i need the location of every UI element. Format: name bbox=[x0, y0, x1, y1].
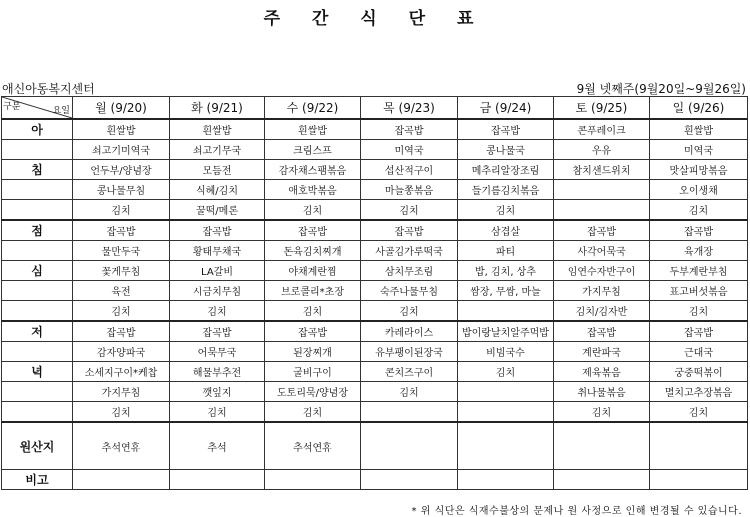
menu-cell: 황태무채국 bbox=[170, 241, 265, 261]
day-header: 일 (9/26) bbox=[650, 97, 748, 120]
origin-cell: 추석연휴 bbox=[265, 422, 361, 470]
menu-cell: 소세지구이*케찹 bbox=[73, 362, 170, 382]
menu-cell: LA갈비 bbox=[170, 261, 265, 281]
menu-cell: 브로콜리*초장 bbox=[265, 281, 361, 301]
menu-cell bbox=[361, 402, 458, 423]
origin-cell bbox=[650, 422, 748, 470]
menu-cell: 꿀떡/메론 bbox=[170, 200, 265, 221]
meal-row bbox=[2, 119, 748, 140]
menu-cell: 흰쌀밥 bbox=[73, 119, 170, 140]
day-header: 화 (9/21) bbox=[170, 97, 265, 120]
meal-row bbox=[2, 301, 748, 322]
menu-cell: 콘치즈구이 bbox=[361, 362, 458, 382]
menu-cell: 언두부/양념장 bbox=[73, 160, 170, 180]
menu-cell: 마늘쫑볶음 bbox=[361, 180, 458, 200]
menu-cell: 잡곡밥 bbox=[265, 321, 361, 342]
origin-cell: 추석연휴 bbox=[73, 422, 170, 470]
menu-cell: 감자양파국 bbox=[73, 342, 170, 362]
meal-row bbox=[2, 402, 748, 423]
menu-cell: 크림스프 bbox=[265, 140, 361, 160]
header-gubun: 구분 bbox=[3, 102, 21, 112]
remark-cell bbox=[170, 470, 265, 490]
menu-cell: 깻잎지 bbox=[170, 382, 265, 402]
menu-cell: 잡곡밥 bbox=[170, 321, 265, 342]
menu-cell bbox=[458, 382, 554, 402]
menu-table bbox=[1, 96, 748, 490]
meal-body bbox=[2, 119, 748, 422]
footnote: * 위 식단은 식재수불상의 문제나 원 사정으로 인해 변경될 수 있습니다. bbox=[411, 506, 742, 517]
menu-cell: 밥이랑날치알주먹밥 bbox=[458, 321, 554, 342]
menu-cell: 잡곡밥 bbox=[73, 321, 170, 342]
menu-cell bbox=[458, 402, 554, 423]
menu-cell: 파티 bbox=[458, 241, 554, 261]
meal-label bbox=[2, 342, 73, 362]
day-header: 목 (9/23) bbox=[361, 97, 458, 120]
meal-row bbox=[2, 382, 748, 402]
menu-cell: 근대국 bbox=[650, 342, 748, 362]
menu-cell: 육개장 bbox=[650, 241, 748, 261]
menu-cell: 잡곡밥 bbox=[265, 220, 361, 241]
menu-cell: 멸치고추장볶음 bbox=[650, 382, 748, 402]
menu-cell: 밥, 김치, 상추 bbox=[458, 261, 554, 281]
menu-cell: 쌈장, 무쌈, 마늘 bbox=[458, 281, 554, 301]
menu-cell: 감자채스팸볶음 bbox=[265, 160, 361, 180]
menu-cell: 들기름김치볶음 bbox=[458, 180, 554, 200]
menu-cell: 육전 bbox=[73, 281, 170, 301]
remark-cell bbox=[458, 470, 554, 490]
meal-label: 저 bbox=[2, 321, 73, 342]
remark-label: 비고 bbox=[2, 470, 73, 490]
day-header: 토 (9/25) bbox=[554, 97, 650, 120]
menu-cell: 쇠고기미역국 bbox=[73, 140, 170, 160]
meal-label bbox=[2, 180, 73, 200]
meal-label: 점 bbox=[2, 220, 73, 241]
menu-cell: 숙주나물무침 bbox=[361, 281, 458, 301]
remark-cell bbox=[554, 470, 650, 490]
menu-cell: 돈육김치찌개 bbox=[265, 241, 361, 261]
menu-cell: 애호박볶음 bbox=[265, 180, 361, 200]
menu-cell: 임연수자반구이 bbox=[554, 261, 650, 281]
meal-label bbox=[2, 402, 73, 423]
menu-cell: 잡곡밥 bbox=[73, 220, 170, 241]
meal-label: 아 bbox=[2, 119, 73, 140]
menu-cell: 흰쌀밥 bbox=[650, 119, 748, 140]
meal-label: 녁 bbox=[2, 362, 73, 382]
page-title: 주 간 식 단 표 bbox=[263, 9, 487, 29]
menu-cell: 도토리묵/양념장 bbox=[265, 382, 361, 402]
origin-cell bbox=[361, 422, 458, 470]
menu-cell: 삼치무조림 bbox=[361, 261, 458, 281]
header-yoil: 요일 bbox=[52, 106, 70, 116]
menu-cell: 사각어묵국 bbox=[554, 241, 650, 261]
menu-cell: 잡곡밥 bbox=[650, 220, 748, 241]
menu-cell: 메추리알장조림 bbox=[458, 160, 554, 180]
remark-cell bbox=[73, 470, 170, 490]
meal-row bbox=[2, 342, 748, 362]
header-row bbox=[2, 97, 748, 120]
remark-cell bbox=[650, 470, 748, 490]
menu-cell: 우유 bbox=[554, 140, 650, 160]
menu-cell: 잡곡밥 bbox=[458, 119, 554, 140]
menu-cell: 김치 bbox=[170, 301, 265, 322]
day-header: 금 (9/24) bbox=[458, 97, 554, 120]
meal-row bbox=[2, 362, 748, 382]
meal-row bbox=[2, 261, 748, 281]
week-range: 9월 넷째주(9월20일~9월26일) bbox=[576, 82, 746, 96]
menu-cell: 콩나물무침 bbox=[73, 180, 170, 200]
origin-cell bbox=[458, 422, 554, 470]
meal-row bbox=[2, 140, 748, 160]
meal-row bbox=[2, 200, 748, 221]
menu-cell: 시금치무침 bbox=[170, 281, 265, 301]
menu-cell: 김치 bbox=[458, 362, 554, 382]
menu-cell: 흰쌀밥 bbox=[265, 119, 361, 140]
day-header: 수 (9/22) bbox=[265, 97, 361, 120]
menu-cell: 굴비구이 bbox=[265, 362, 361, 382]
menu-cell: 잡곡밥 bbox=[361, 119, 458, 140]
menu-cell: 계란파국 bbox=[554, 342, 650, 362]
meal-label bbox=[2, 281, 73, 301]
origin-row bbox=[2, 422, 748, 470]
menu-cell: 잡곡밥 bbox=[554, 220, 650, 241]
meal-row bbox=[2, 241, 748, 261]
menu-cell bbox=[554, 180, 650, 200]
menu-cell: 김치 bbox=[73, 402, 170, 423]
meal-label: 침 bbox=[2, 160, 73, 180]
menu-cell: 김치/김자반 bbox=[554, 301, 650, 322]
menu-cell: 참치샌드위치 bbox=[554, 160, 650, 180]
menu-cell bbox=[458, 301, 554, 322]
menu-cell: 미역국 bbox=[361, 140, 458, 160]
meal-row bbox=[2, 180, 748, 200]
menu-cell: 된장찌개 bbox=[265, 342, 361, 362]
menu-cell: 잡곡밥 bbox=[170, 220, 265, 241]
menu-cell: 김치 bbox=[265, 301, 361, 322]
menu-cell: 김치 bbox=[361, 301, 458, 322]
meal-label bbox=[2, 382, 73, 402]
menu-cell bbox=[554, 200, 650, 221]
menu-cell: 맛살피망볶음 bbox=[650, 160, 748, 180]
origin-cell: 추석 bbox=[170, 422, 265, 470]
menu-cell: 제육볶음 bbox=[554, 362, 650, 382]
menu-cell: 식혜/김치 bbox=[170, 180, 265, 200]
menu-cell: 가지무침 bbox=[73, 382, 170, 402]
header-corner bbox=[2, 97, 73, 120]
menu-cell: 김치 bbox=[73, 200, 170, 221]
menu-cell: 모듬전 bbox=[170, 160, 265, 180]
menu-cell: 해물부추전 bbox=[170, 362, 265, 382]
meal-row bbox=[2, 220, 748, 241]
menu-cell: 김치 bbox=[265, 200, 361, 221]
menu-cell: 김치 bbox=[265, 402, 361, 423]
day-header: 월 (9/20) bbox=[73, 97, 170, 120]
menu-cell: 표고버섯볶음 bbox=[650, 281, 748, 301]
menu-cell: 궁중떡볶이 bbox=[650, 362, 748, 382]
menu-cell: 꽃게무침 bbox=[73, 261, 170, 281]
menu-cell: 야채계란찜 bbox=[265, 261, 361, 281]
menu-cell: 사골김가루떡국 bbox=[361, 241, 458, 261]
menu-cell: 취나물볶음 bbox=[554, 382, 650, 402]
meal-row bbox=[2, 321, 748, 342]
menu-cell: 카레라이스 bbox=[361, 321, 458, 342]
remark-cell bbox=[361, 470, 458, 490]
menu-cell: 콘푸레이크 bbox=[554, 119, 650, 140]
meal-row bbox=[2, 281, 748, 301]
menu-cell: 김치 bbox=[554, 402, 650, 423]
menu-cell: 김치 bbox=[458, 200, 554, 221]
meal-label bbox=[2, 200, 73, 221]
menu-cell: 김치 bbox=[650, 200, 748, 221]
meal-row bbox=[2, 160, 748, 180]
menu-cell: 가지무침 bbox=[554, 281, 650, 301]
menu-cell: 흰쌀밥 bbox=[170, 119, 265, 140]
menu-cell: 비빔국수 bbox=[458, 342, 554, 362]
meal-label bbox=[2, 140, 73, 160]
organization-name: 애신아동복지센터 bbox=[2, 82, 95, 96]
menu-cell: 미역국 bbox=[650, 140, 748, 160]
menu-cell: 쇠고기무국 bbox=[170, 140, 265, 160]
remark-row bbox=[2, 470, 748, 490]
menu-cell: 물만두국 bbox=[73, 241, 170, 261]
menu-cell: 김치 bbox=[73, 301, 170, 322]
menu-cell: 오이생채 bbox=[650, 180, 748, 200]
menu-cell: 섭산적구이 bbox=[361, 160, 458, 180]
meal-label bbox=[2, 301, 73, 322]
menu-cell: 유부팽이된장국 bbox=[361, 342, 458, 362]
menu-cell: 김치 bbox=[361, 382, 458, 402]
menu-cell: 김치 bbox=[170, 402, 265, 423]
menu-cell: 어묵무국 bbox=[170, 342, 265, 362]
remark-cell bbox=[265, 470, 361, 490]
menu-cell: 삼겹살 bbox=[458, 220, 554, 241]
menu-cell: 김치 bbox=[650, 402, 748, 423]
menu-cell: 잡곡밥 bbox=[650, 321, 748, 342]
menu-cell: 두부계란부침 bbox=[650, 261, 748, 281]
menu-cell: 잡곡밥 bbox=[554, 321, 650, 342]
menu-cell: 김치 bbox=[361, 200, 458, 221]
menu-cell: 잡곡밥 bbox=[361, 220, 458, 241]
meal-label: 심 bbox=[2, 261, 73, 281]
menu-cell: 콩나물국 bbox=[458, 140, 554, 160]
menu-cell: 김치 bbox=[650, 301, 748, 322]
origin-cell bbox=[554, 422, 650, 470]
origin-label: 원산지 bbox=[2, 422, 73, 470]
meal-label bbox=[2, 241, 73, 261]
